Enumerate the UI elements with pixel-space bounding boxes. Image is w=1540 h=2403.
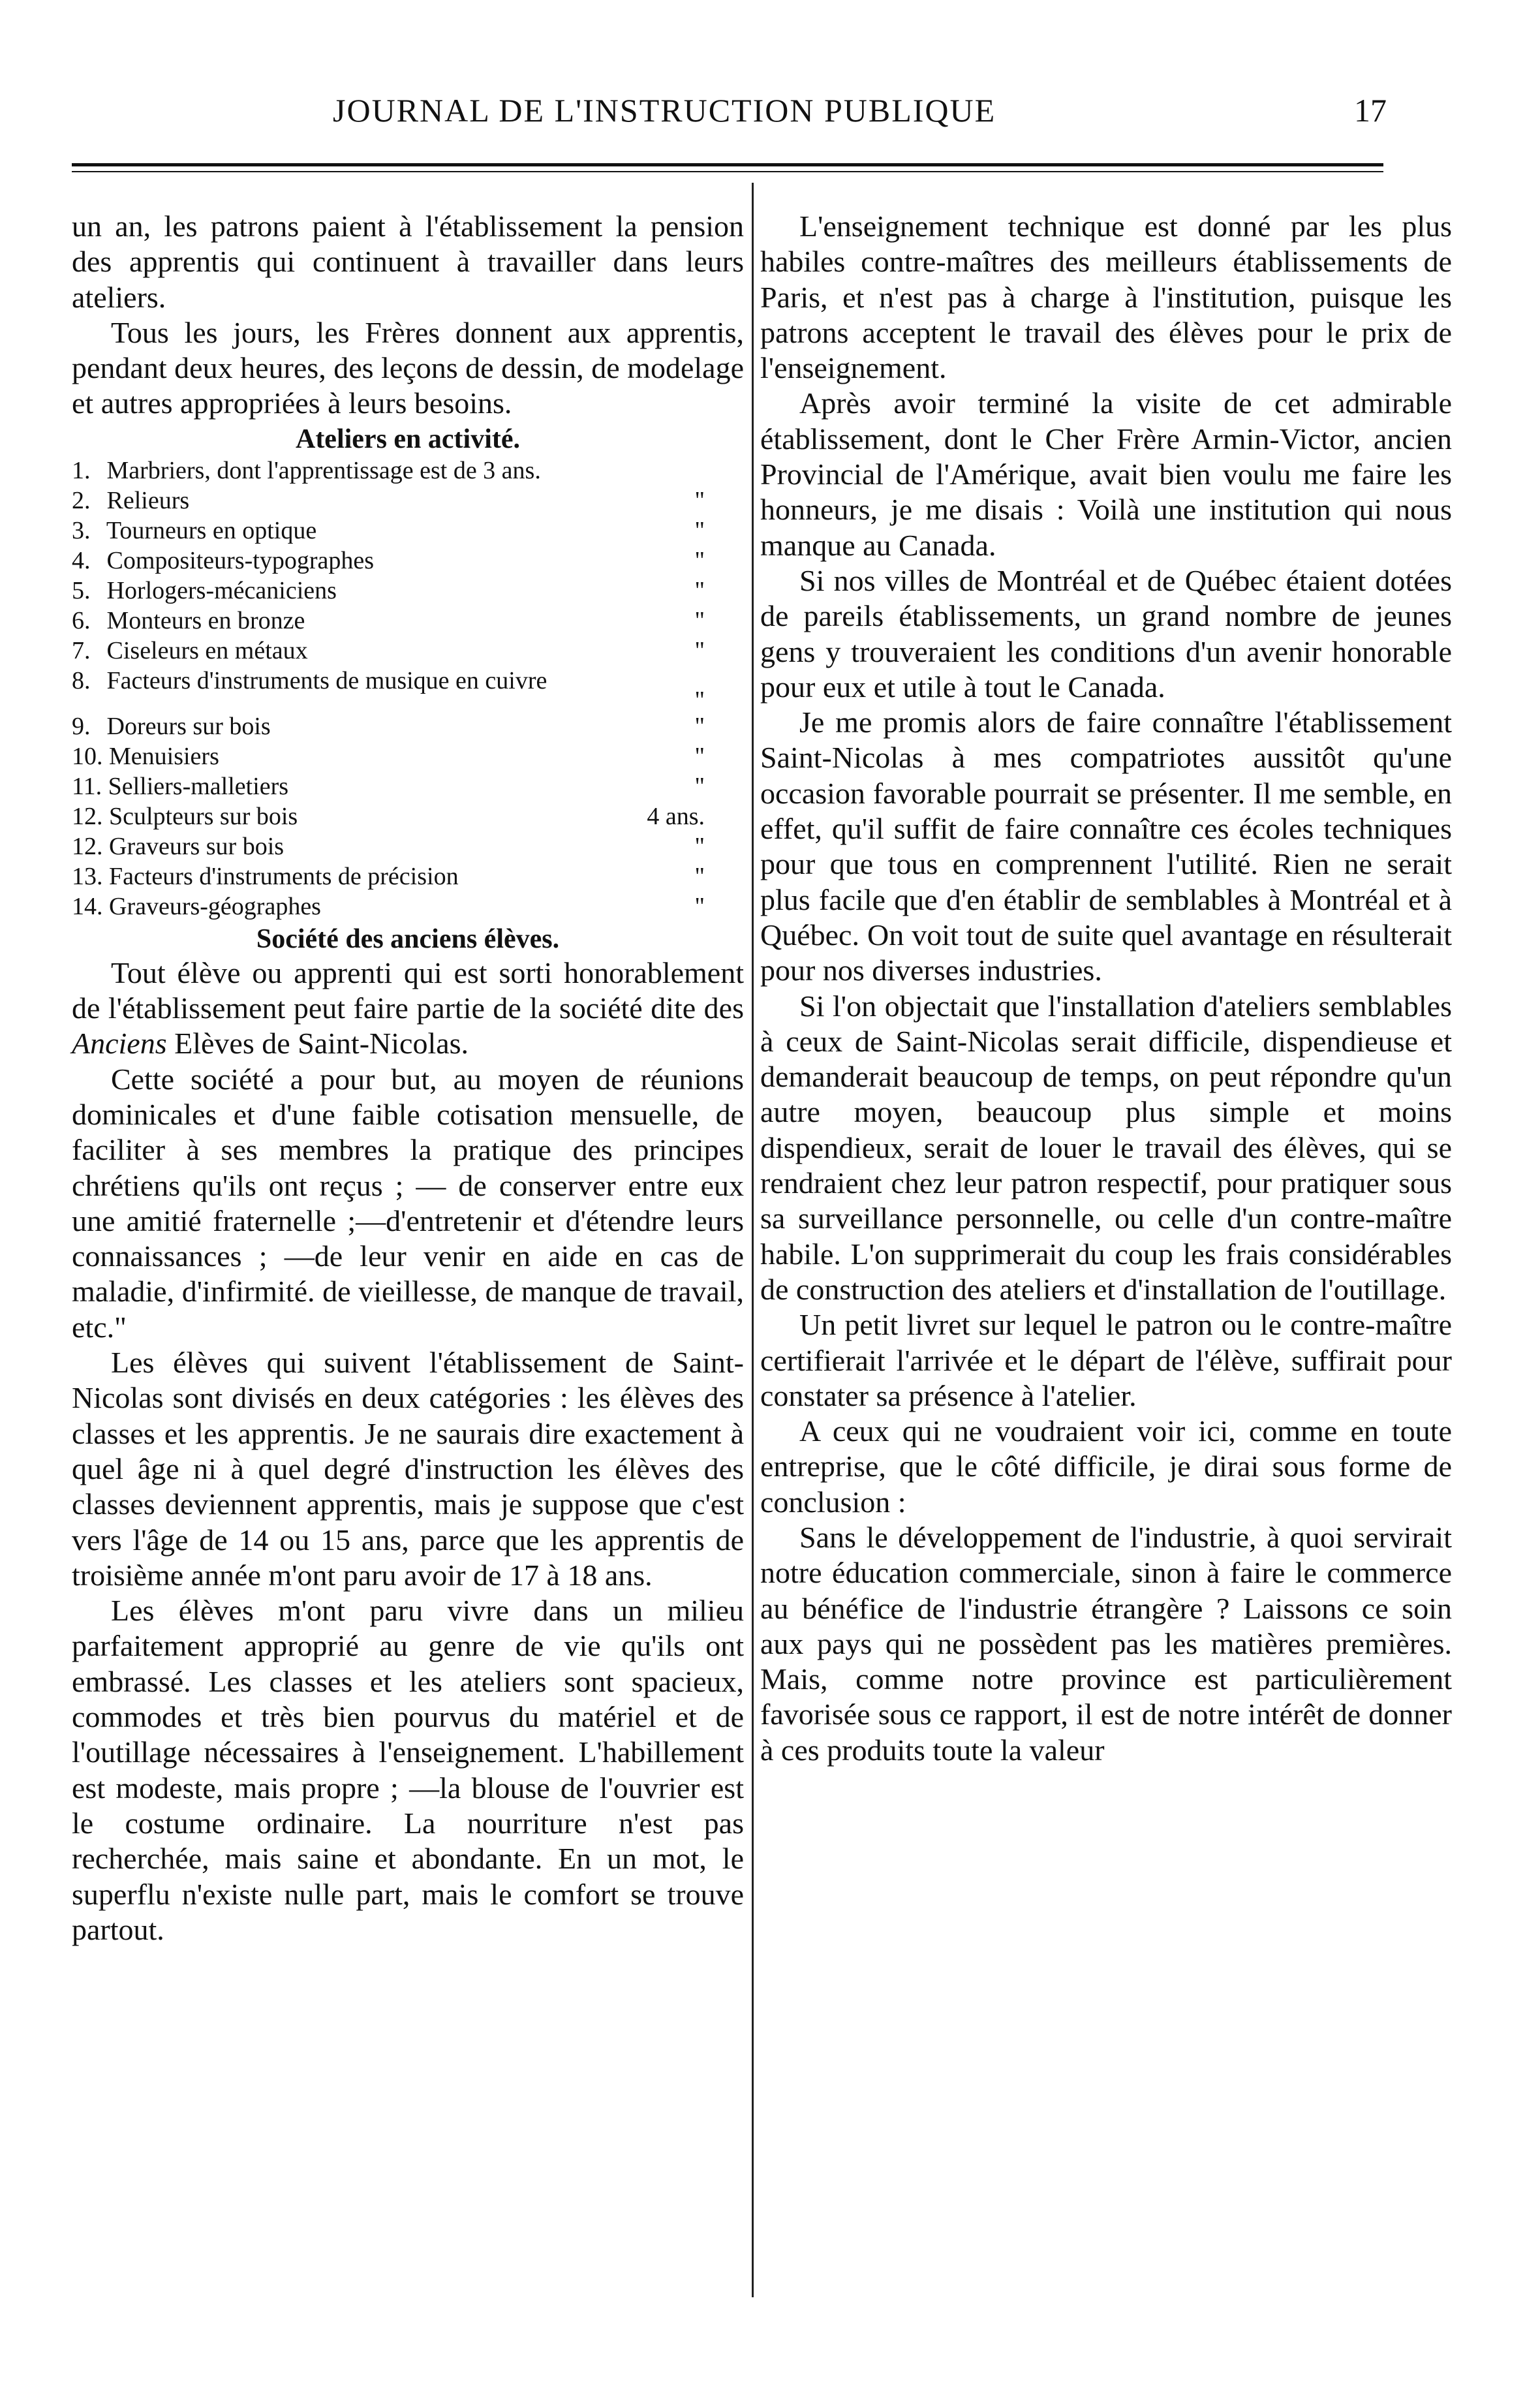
list-item [72,576,744,606]
text-run: Elèves de Saint-Nicolas. [166,1027,469,1061]
right-column [760,209,1452,1768]
item-number: 14. [72,892,103,920]
text-run: Tout élève ou apprenti qui est sorti honorablement de l'établissement peut faire partie de la société dite des [72,955,744,1025]
item-label: Tourneurs en optique [106,516,317,544]
ditto-mark: " [694,772,705,800]
item-number: 2. [72,486,91,514]
ditto-mark: " [694,862,705,890]
list-item [72,666,744,714]
left-column [72,209,744,1947]
page-number: 17 [1354,92,1387,129]
section-heading-societe: Société des anciens élèves. [256,923,560,954]
paragraph: Un petit livret sur lequel le patron ou le contre-maître certifierait l'arrivée et le départ de l'élève, suffirait pour constater sa présence à l'atelier. [760,1308,1452,1412]
item-number: 12. [72,832,103,860]
item-label: Ciseleurs en métaux [106,636,308,664]
ditto-mark: 4 ans. [647,802,705,830]
list-item [72,456,744,486]
paragraph: un an, les patrons paient à l'établissement la pension des apprentis qui continuent à travailler dans leurs ateliers. [72,209,744,314]
ditto-mark: " [694,686,705,714]
section-heading-ateliers: Ateliers en activité. [295,424,521,454]
list-item [72,801,744,831]
list-item [72,741,744,771]
ditto-mark: " [694,606,705,634]
list-item [72,606,744,636]
paragraph [72,955,744,1062]
trades-list [72,456,744,922]
item-label: Facteurs d'instruments de précision [109,862,459,890]
item-number: 11. [72,772,102,800]
ditto-mark: " [694,742,705,770]
list-item [72,636,744,666]
header-rule-thin [72,171,1383,172]
paragraph: Les élèves m'ont paru vivre dans un milieu parfaitement approprié au genre de vie qu'ils ont embrassé. Les classes et les ateliers sont spacieux, commodes et très bien pourvus du matériel et de l'outillage nécessaires à l'enseignement. L'habillement est modeste, mais propre ; —la blouse de l'ouvrier est le costume ordinaire. La nourriture n'est pas recherchée, mais saine et abondante. En un mot, le superflu n'existe nulle part, mais le comfort se trouve partout. [72,1594,744,1946]
ditto-mark: " [694,892,705,920]
item-label: Relieurs [106,486,190,514]
list-item [72,891,744,922]
italic-text: Anciens [72,1027,167,1061]
item-number: 1. [72,456,91,484]
ditto-mark: " [694,576,705,604]
item-label: Marbriers, dont l'apprentissage est de 3 ans. [106,456,541,484]
list-item [72,486,744,516]
ditto-mark: " [694,516,705,544]
paragraph: A ceux qui ne voudraient voir ici, comme en toute entreprise, que le côté difficile, je dirai sous forme de conclusion : [760,1414,1452,1519]
list-item [72,711,744,741]
item-number: 9. [72,712,91,740]
item-label: Sculpteurs sur bois [109,802,298,830]
list-item [72,771,744,801]
item-label: Graveurs sur bois [109,832,285,860]
item-label: Compositeurs-typographes [106,546,375,574]
item-number: 8. [72,666,91,694]
ditto-mark: " [694,636,705,664]
paragraph: L'enseignement technique est donné par les plus habiles contre-maîtres des meilleurs établissements de Paris, et n'est pas à charge à l'institution, puisque les patrons acceptent le travail des élèves pour le prix de l'enseignement. [760,209,1452,385]
paragraph: Après avoir terminé la visite de cet admirable établissement, dont le Cher Frère Armin-Victor, ancien Provincial de l'Amérique, avait bien voulu me faire les honneurs, je me disais : Voilà une institution qui nous manque au Canada. [760,386,1452,562]
ditto-mark: " [694,546,705,574]
item-label: Doreurs sur bois [106,712,271,740]
item-number: 10. [72,742,103,770]
ditto-mark: " [694,832,705,860]
paragraph: Je me promis alors de faire connaître l'établissement Saint-Nicolas à mes compatriotes aussitôt qu'une occasion favorable pourrait se présenter. Il me semble, en effet, qu'il suffit de faire connaître ces écoles techniques pour que tous en comprennent l'utilité. Rien ne serait plus facile que d'en établir de semblables à Montréal et à Québec. On voit tout de suite quel avantage en résulterait pour nos diverses industries. [760,705,1452,987]
list-item [72,831,744,861]
list-item [72,546,744,576]
item-number: 6. [72,606,91,634]
list-item [72,861,744,891]
item-label: Menuisiers [109,742,219,770]
item-number: 4. [72,546,91,574]
column-divider [752,183,754,2297]
item-number: 3. [72,516,91,544]
list-item [72,516,744,546]
item-label: Selliers-malletiers [108,772,289,800]
item-number: 13. [72,862,103,890]
item-number: 12. [72,802,103,830]
header-rule [72,163,1383,166]
paragraph: Si nos villes de Montréal et de Québec étaient dotées de pareils établissements, un grand nombre de jeunes gens y trouveraient les conditions d'un avenir honorable pour eux et utile à tout le Canada. [760,563,1452,704]
ditto-mark: " [694,712,705,740]
item-number: 5. [72,576,91,604]
paragraph: Sans le développement de l'industrie, à quoi servirait notre éducation commerciale, sinon à faire le commerce au bénéfice de l'industrie étrangère ? Laissons ce soin aux pays qui ne possèdent pas les matières premières. Mais, comme notre province est particulièrement favorisée sous ce rapport, il est de notre intérêt de donner à ces produits toute la valeur [760,1520,1452,1767]
ditto-mark: " [694,486,705,514]
paragraph: Cette société a pour but, au moyen de réunions dominicales et d'une faible cotisation mensuelle, de faciliter à ses membres la pratique des principes chrétiens qu'ils ont reçus ; — de conserver entre eux une amitié fraternelle ;—d'entretenir et d'étendre leurs connaissances ; —de leur venir en aide en cas de maladie, d'infirmité. de vieillesse, de manque de travail, etc." [72,1062,744,1344]
paragraph: Tous les jours, les Frères donnent aux apprentis, pendant deux heures, des leçons de dessin, de modelage et autres appropriées à leurs besoins. [72,315,744,420]
paragraph: Les élèves qui suivent l'établissement de Saint-Nicolas sont divisés en deux catégories : les élèves des classes et les apprentis. Je ne saurais dire exactement à quel âge ni à quel degré d'instruction les élèves des classes deviennent apprentis, mais je suppose que c'est vers l'âge de 14 ou 15 ans, parce que les apprentis de troisième année m'ont paru avoir de 17 à 18 ans. [72,1346,744,1592]
item-label: Horlogers-mécaniciens [106,576,337,604]
item-label: Monteurs en bronze [106,606,305,634]
running-title: JOURNAL DE L'INSTRUCTION PUBLIQUE [333,92,996,129]
paragraph: Si l'on objectait que l'installation d'ateliers semblables à ceux de Saint-Nicolas serait difficile, dispendieuse et demanderait beaucoup de temps, on peut répondre qu'un autre moyen, beaucoup plus simple et moins dispendieux, serait de louer le travail des élèves, qui se rendraient chez leur patron respectif, pour pratiquer sous sa surveillance personnelle, ou celle d'un contre-maître habile. L'on supprimerait du coup les frais considérables de construction des ateliers et d'installation de l'outillage. [760,989,1452,1306]
item-label: Graveurs-géographes [109,892,321,920]
item-number: 7. [72,636,91,664]
item-label: Facteurs d'instruments de musique en cuivre [106,666,547,694]
